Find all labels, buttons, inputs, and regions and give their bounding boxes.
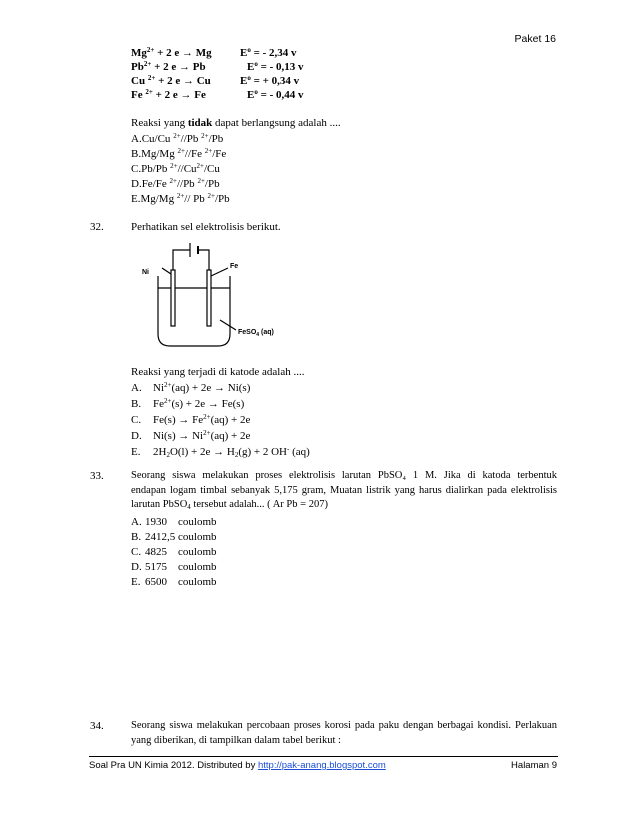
potential-fe: $E^o$ = - 0,44 v [247, 88, 304, 101]
reaction-mg: $Mg^{2+} + 2$ e → Mg [131, 46, 212, 59]
q34-stem-line-2: yang diberikan, di tampilkan dalam tabel berikut : [131, 735, 341, 746]
footer-page-number: Halaman 9 [511, 760, 557, 771]
q31-option-d: D.Fe/Fe $^{2+}$//Pb $^{2+}$/Pb [131, 177, 220, 190]
reaction-cu: Cu $^{2+}$ + 2 e → Cu [131, 74, 211, 87]
q33-option-a: A. 1930 coulomb [131, 516, 217, 528]
label-ni-electrode: Ni [142, 269, 149, 276]
q32-option-e: E. $2H_2O(l) + 2e \to H_2(g) + 2$ OH- (aq) [131, 445, 310, 459]
q34-stem-line-1: Seorang siswa melakukan percobaan proses korosi pada paku dengan berbagai kondisi. Perlakuan [131, 720, 557, 731]
q32-option-d: D. $Ni(s) \to Ni^{2+}(aq) + 2e$ [131, 429, 251, 442]
label-fe-electrode: Fe [230, 263, 239, 270]
q31-option-b: B.Mg/Mg $^{2+}$//Fe $^{2+}$/Fe [131, 147, 227, 160]
q33-option-d: D. 5175 coulomb [131, 561, 217, 573]
potential-pb: $E^o$ = - 0,13 v [247, 60, 304, 73]
footer-divider [89, 756, 558, 757]
reaction-fe: Fe $^{2+}$ + 2 e → Fe [131, 88, 206, 101]
potential-cu: $E^o$ = + 0,34 v [240, 74, 300, 87]
q32-option-a: A. $Ni^{2+}(aq) + 2e \to Ni(s)$ [131, 381, 251, 394]
q32-question: Reaksi yang terjadi di katode adalah .... [131, 366, 305, 378]
footer-left: Soal Pra UN Kimia 2012. Distributed by http://pak-anang.blogspot.com [89, 760, 386, 771]
electrolysis-cell-diagram [140, 238, 320, 358]
potential-mg: $E^o$ = - 2,34 v [240, 46, 297, 59]
q31-option-e: E.Mg/Mg $^{2+}$// Pb $^{2+}$/Pb [131, 192, 230, 205]
q32-option-c: C. $Fe(s) \to Fe^{2+}(aq) + 2e$ [131, 413, 251, 426]
q33-number: 33. [90, 470, 104, 482]
page-header-paket: Paket 16 [514, 33, 556, 45]
q32-number: 32. [90, 221, 104, 233]
q32-option-b: B. $Fe^{2+}(s) + 2e \to Fe(s)$ [131, 397, 245, 410]
q31-option-c: C.Pb/Pb $^{2+}//Cu^{2+}/Cu$ [131, 162, 220, 175]
q33-option-b: B. 2412,5 coulomb [131, 531, 217, 543]
q33-option-c: C. 4825 coulomb [131, 546, 217, 558]
q31-stem: Reaksi yang tidak dapat berlangsung adalah .... [131, 117, 341, 129]
electrolysis-cell-figure [140, 238, 320, 358]
q34-number: 34. [90, 720, 104, 732]
q32-stem: Perhatikan sel elektrolisis berikut. [131, 221, 281, 233]
q33-stem-line-3: larutan PbSO$_4$ tersebut adalah... ( Ar Pb = 207) [131, 499, 328, 511]
q33-stem-line-2: endapan logam timbal sebanyak 5,175 gram, Muatan listrik yang harus dialirkan pada elektrolisis [131, 485, 557, 496]
q33-stem-line-1: Seorang siswa melakukan proses elektrolisis larutan PbSO₄ 1 M. Jika di katoda terbentuk [131, 470, 557, 481]
q33-option-e: E. 6500 coulomb [131, 576, 217, 588]
label-solution: FeSO$_4$ (aq) [238, 329, 274, 338]
q31-option-a: A.Cu/Cu $^{2+}$//Pb $^{2+}$/Pb [131, 132, 224, 145]
reaction-pb: $Pb^{2+} + 2$ e → Pb [131, 60, 206, 73]
footer-blog-link[interactable]: http://pak-anang.blogspot.com [257, 760, 386, 771]
